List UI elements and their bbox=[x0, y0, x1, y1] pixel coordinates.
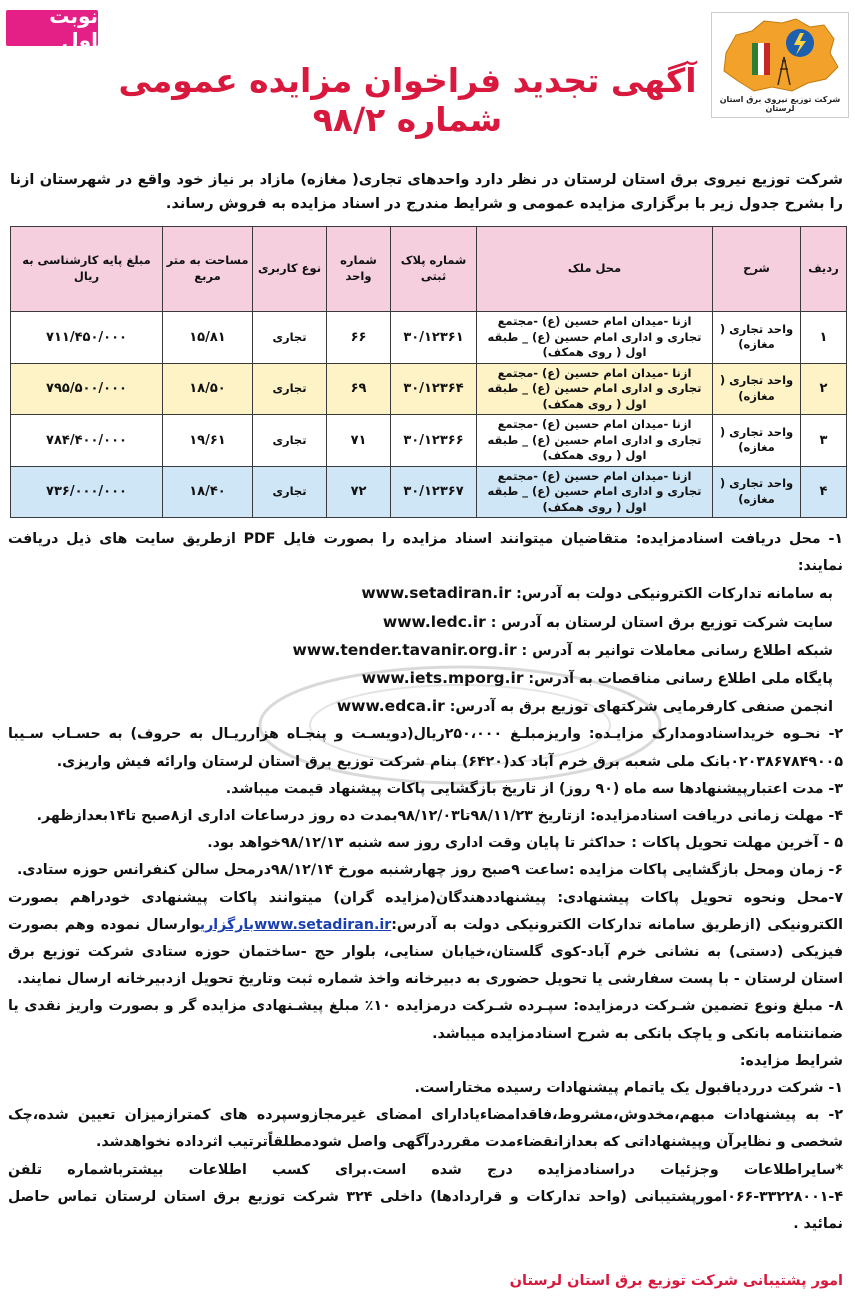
cell-area: ۱۸/۴۰ bbox=[163, 466, 253, 518]
site-row-iets bbox=[8, 665, 843, 693]
conditions-title: شرایط مزایده: bbox=[739, 1052, 843, 1069]
table-row bbox=[11, 363, 847, 415]
upload-link[interactable]: بارگزاری bbox=[199, 916, 255, 933]
cell-price: ۷۸۴/۴۰۰/۰۰۰ bbox=[11, 415, 163, 467]
cell-plaque: ۳۰/۱۲۳۶۶ bbox=[391, 415, 477, 467]
table-row bbox=[11, 466, 847, 518]
cell-row-no: ۴ bbox=[801, 466, 847, 518]
header-location: محل ملک bbox=[477, 227, 713, 312]
table-header-row bbox=[11, 227, 847, 312]
item-3: ۳- مدت اعتبارپیشنهادها سه ماه (۹۰ روز) از تاریخ بازگشایی پاکات پیشنهاد قیمت میباشد. bbox=[225, 780, 843, 797]
header-area: مساحت به متر مربع bbox=[163, 227, 253, 312]
cell-desc: واحد تجاری ( مغازه) bbox=[713, 363, 801, 415]
table-row bbox=[11, 312, 847, 364]
cell-row-no: ۱ bbox=[801, 312, 847, 364]
item-2: ۲- نحـوه خریداسنادومدارک مزایـده: واریزمبلـغ ۲۵۰،۰۰۰ریال(دویسـت و پنجـاه هزارریـال به حروف) به حسـاب سـیبا ۰۲۰۳۸۶۷۸۴۹۰۰۵بانک ملی شعبه برق خرم آباد کد(۶۴۲۰) بنام شرکت توزیع برق استان لرستان وارائه فیش واریزی. bbox=[8, 726, 843, 770]
notice-body bbox=[8, 526, 843, 1238]
cell-plaque: ۳۰/۱۲۳۶۷ bbox=[391, 466, 477, 518]
header-unit: شماره واحد bbox=[327, 227, 391, 312]
cell-usage: تجاری bbox=[253, 466, 327, 518]
cell-usage: تجاری bbox=[253, 312, 327, 364]
site-row-setadiran bbox=[8, 580, 843, 608]
cell-unit: ۶۶ bbox=[327, 312, 391, 364]
cell-location: ازنا -میدان امام حسین (ع) -مجتمع تجاری و اداری امام حسین (ع) _ طبقه اول ( روی همکف) bbox=[477, 415, 713, 467]
site-url[interactable]: www.edca.ir bbox=[336, 697, 445, 716]
cell-location: ازنا -میدان امام حسین (ع) -مجتمع تجاری و اداری امام حسین (ع) _ طبقه اول ( روی همکف) bbox=[477, 466, 713, 518]
header-row-no: ردیف bbox=[801, 227, 847, 312]
site-label: انجمن صنفی کارفرمایی شرکتهای توزیع برق به آدرس: bbox=[449, 699, 833, 716]
cell-area: ۱۵/۸۱ bbox=[163, 312, 253, 364]
condition-1: ۱- شرکت درردیاقبول یک یاتمام پیشنهادات رسیده مختاراست. bbox=[414, 1080, 843, 1097]
condition-3: *سایراطلاعات وجزئیات دراسنادمزایده درج شده است.برای کسب اطلاعات بیشترباشماره تلفن ۴-۳۳۲۲۸۰۰۱-۰۶۶امورپشتیبانی (واحد تدارکات و قراردادها) داخلی ۳۲۴ شرکت توزیع برق استان لرستان تماس حاصل نمائید . bbox=[8, 1161, 843, 1233]
cell-price: ۷۳۶/۰۰۰/۰۰۰ bbox=[11, 466, 163, 518]
cell-plaque: ۳۰/۱۲۳۶۱ bbox=[391, 312, 477, 364]
cell-area: ۱۹/۶۱ bbox=[163, 415, 253, 467]
page-title bbox=[110, 62, 705, 140]
site-row-tavanir bbox=[8, 637, 843, 665]
item-7 bbox=[8, 885, 843, 994]
item-8: ۸- مبلغ ونوع تضمین شـرکت درمزایده: سپـرده شـرکت درمزایده ۱۰٪ مبلغ پیشـنهادی مزایده گر و بصورت واریز نقدی یا ضمانتنامه بانکی و یاچک بانکی به شرح اسنادمزایده میباشد. bbox=[8, 998, 843, 1042]
issuer-signature: امور پشتیبانی شرکت توزیع برق استان لرستان bbox=[509, 1273, 843, 1289]
cell-unit: ۶۹ bbox=[327, 363, 391, 415]
site-label: به سامانه تدارکات الکترونیکی دولت به آدرس: bbox=[516, 586, 833, 603]
site-label: پایگاه ملی اطلاع رسانی مناقصات به آدرس: bbox=[528, 671, 833, 688]
site-label: شبکه اطلاع رسانی معاملات توانیر به آدرس : bbox=[521, 642, 833, 659]
cell-row-no: ۳ bbox=[801, 415, 847, 467]
cell-location: ازنا -میدان امام حسین (ع) -مجتمع تجاری و اداری امام حسین (ع) _ طبقه اول ( روی همکف) bbox=[477, 363, 713, 415]
site-row-ledc bbox=[8, 609, 843, 637]
header-plaque: شماره پلاک ثبتی bbox=[391, 227, 477, 312]
parcels-table bbox=[10, 226, 847, 518]
cell-desc: واحد تجاری ( مغازه) bbox=[713, 415, 801, 467]
header-desc: شرح bbox=[713, 227, 801, 312]
item-6: ۶- زمان ومحل بازگشایی پاکات مزایده :ساعت ۹صبح روز چهارشنبه مورخ ۹۸/۱۲/۱۴درمحل سالن کنفرانس حوزه ستادی. bbox=[17, 862, 843, 879]
setadiran-link[interactable]: www.setadiran.ir bbox=[254, 916, 392, 933]
logo-caption: شرکت توزیع نیروی برق استان لرستان bbox=[719, 95, 841, 113]
cell-unit: ۷۱ bbox=[327, 415, 391, 467]
item-7-text-a: ۷-محل ونحوه تحویل پاکات پیشنهادی: پیشنهاددهندگان(مزایده گران) میتوانند پاکات پیشنهادی خودراهم بصورت الکترونیکی (ازطریق سامانه تدارکات الکترونیکی دولت به آدرس: bbox=[8, 889, 843, 933]
header-price: مبلغ پایه کارشناسی به ریال bbox=[11, 227, 163, 312]
edition-badge: نوبت اول bbox=[6, 10, 98, 46]
cell-desc: واحد تجاری ( مغازه) bbox=[713, 466, 801, 518]
cell-price: ۷۹۵/۵۰۰/۰۰۰ bbox=[11, 363, 163, 415]
condition-2: ۲- به پیشنهادات مبهم،مخدوش،مشروط،فاقدامضاءیادارای امضای غیرمجازوسپرده های کمترازمیزان تعیین شده،چک شخصی و نظایرآن وپیشنهاداتی که بعدازانقضاءمدت مقرردرآگهی واصل شودمطلقاًترتیب اثرداده نخواهدشد. bbox=[8, 1107, 843, 1151]
company-logo bbox=[711, 12, 849, 118]
table-row bbox=[11, 415, 847, 467]
site-label: سایت شرکت توزیع برق استان لرستان به آدرس : bbox=[490, 614, 833, 631]
cell-area: ۱۸/۵۰ bbox=[163, 363, 253, 415]
cell-usage: تجاری bbox=[253, 415, 327, 467]
title-line-2: شماره ۹۸/۲ bbox=[312, 99, 503, 139]
item-5: ۵ - آخرین مهلت تحویل پاکات : حداکثر تا پایان وقت اداری روز سه شنبه ۹۸/۱۲/۱۳خواهد بود. bbox=[207, 835, 843, 852]
cell-desc: واحد تجاری ( مغازه) bbox=[713, 312, 801, 364]
site-url[interactable]: www.ledc.ir bbox=[382, 612, 486, 631]
province-map-logo-icon bbox=[712, 13, 848, 101]
intro-paragraph: شرکت توزیع نیروی برق استان لرستان در نظر دارد واحدهای تجاری( مغازه) مازاد بر نیاز خود واقع در شهرستان ازنا را بشرح جدول زیر با برگزاری مزایده عمومی و شرایط مندرج در اسناد مزایده به فروش رساند. bbox=[10, 171, 843, 212]
site-row-edca bbox=[8, 693, 843, 721]
cell-price: ۷۱۱/۴۵۰/۰۰۰ bbox=[11, 312, 163, 364]
cell-usage: تجاری bbox=[253, 363, 327, 415]
item-7-text-c: وارسال نموده وهم بصورت فیزیکی (دستی) به نشانی خرم آباد-کوی گلستان،خیابان سنایی، بلوار حج -ساختمان حوزه ستادی شرکت توزیع برق استان لرستان - با پست سفارشی یا تحویل حضوری به دبیرخانه واخذ شماره ثبت وتاریخ تحویل ازدبیرخانه ارسال نمایند. bbox=[8, 916, 843, 988]
site-url[interactable]: www.iets.mporg.ir bbox=[361, 669, 524, 688]
cell-unit: ۷۲ bbox=[327, 466, 391, 518]
item-1: ۱- محل دریافت اسنادمزایده: متقاضیان میتوانند اسناد مزایده را بصورت فایل PDF ازطریق سایت های ذیل دریافت نمایند: bbox=[8, 531, 844, 575]
title-line-1: آگهی تجدید فراخوان مزایده عمومی bbox=[118, 61, 697, 100]
header-usage: نوع کاربری bbox=[253, 227, 327, 312]
cell-row-no: ۲ bbox=[801, 363, 847, 415]
site-url[interactable]: www.tender.tavanir.org.ir bbox=[292, 640, 517, 659]
cell-plaque: ۳۰/۱۲۳۶۴ bbox=[391, 363, 477, 415]
item-4: ۴- مهلت زمانی دریافت اسنادمزایده: ازتاریخ ۹۸/۱۱/۲۳تا۹۸/۱۲/۰۳بمدت ده روز درساعات اداری از۸صبح تا۱۴بعدازظهر. bbox=[36, 808, 843, 825]
site-url[interactable]: www.setadiran.ir bbox=[361, 584, 512, 603]
cell-location: ازنا -میدان امام حسین (ع) -مجتمع تجاری و اداری امام حسین (ع) _ طبقه اول ( روی همکف) bbox=[477, 312, 713, 364]
